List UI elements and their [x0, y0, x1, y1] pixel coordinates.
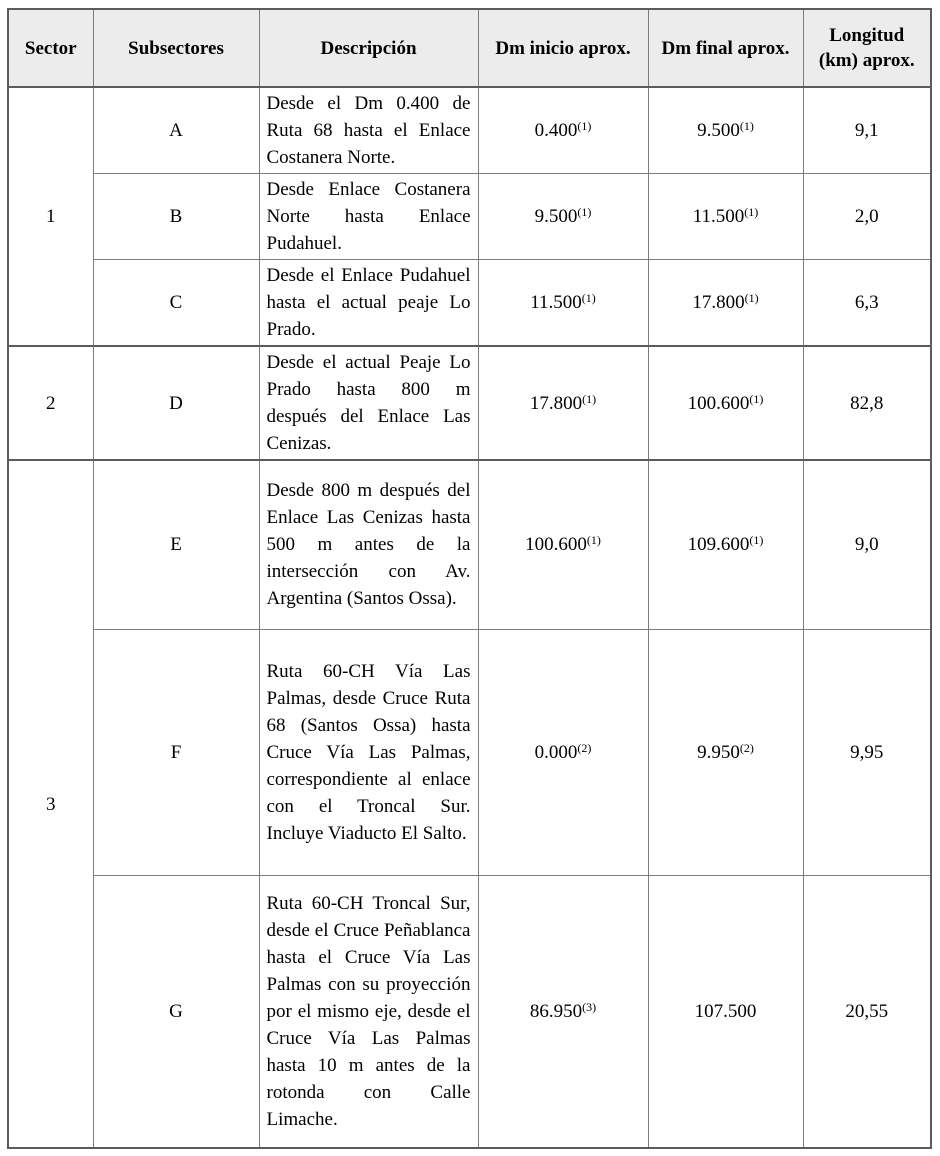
table-row: [8, 346, 931, 460]
sector-cell: 2: [8, 346, 93, 460]
dm-value: 109.600: [687, 534, 750, 556]
dm-value: 100.600: [525, 534, 587, 556]
dm-final-cell: [648, 875, 803, 1148]
dm-inicio-cell: [478, 629, 648, 875]
dm-final-cell: [648, 260, 803, 347]
subsector-cell: B: [93, 174, 259, 260]
sector-cell: 3: [8, 460, 93, 1148]
dm-value: 9.950: [697, 741, 740, 763]
dm-inicio-cell: [478, 260, 648, 347]
table-row: [8, 87, 931, 174]
dm-value: 9.500: [697, 120, 740, 141]
dm-value: 17.800: [529, 392, 583, 414]
dm-inicio-cell: [478, 460, 648, 629]
dm-inicio-cell: [478, 875, 648, 1148]
header-row: [8, 9, 931, 87]
footnote-ref: (1): [744, 205, 759, 219]
table-row: [8, 629, 931, 875]
dm-final-cell: [648, 346, 803, 460]
dm-value: 9.500: [534, 206, 578, 227]
dm-inicio-cell: [478, 346, 648, 460]
table-row: [8, 875, 931, 1148]
dm-value: 11.500: [692, 206, 745, 227]
sectors-table: [7, 8, 932, 1149]
subsector-cell: E: [93, 460, 259, 629]
footnote-ref: (1): [581, 291, 596, 305]
dm-inicio-cell: [478, 87, 648, 174]
dm-final-cell: [648, 87, 803, 174]
subsector-cell: C: [93, 260, 259, 347]
footnote-ref: (1): [577, 119, 592, 133]
description-cell: Ruta 60-CH Troncal Sur, desde el Cruce Peñablanca hasta el Cruce Vía Las Palmas con su proyección por el mismo eje, desde el Cruce Vía Las Palmas hasta 10 m antes de la rotonda con Calle Limache.: [259, 875, 478, 1148]
description-cell: Desde el Dm 0.400 de Ruta 68 hasta el Enlace Costanera Norte.: [259, 87, 478, 174]
dm-final-cell: [648, 629, 803, 875]
longitud-cell: 9,1: [803, 87, 931, 174]
description-cell: Desde Enlace Costanera Norte hasta Enlace Pudahuel.: [259, 174, 478, 260]
footnote-ref: (1): [749, 533, 764, 548]
table-row: [8, 174, 931, 260]
description-cell: Desde el actual Peaje Lo Prado hasta 800 m después del Enlace Las Cenizas.: [259, 346, 478, 460]
footnote-ref: (1): [577, 205, 592, 219]
footnote-ref: (1): [749, 391, 764, 406]
longitud-cell: 2,0: [803, 174, 931, 260]
footnote-ref: (1): [744, 291, 759, 305]
longitud-cell: 82,8: [803, 346, 931, 460]
dm-value: 0.000: [534, 741, 578, 763]
dm-value: 86.950: [529, 1000, 583, 1022]
footnote-ref: (2): [739, 740, 754, 755]
footnote-ref: (1): [582, 391, 597, 406]
footnote-ref: (1): [586, 533, 601, 548]
dm-final-cell: [648, 460, 803, 629]
footnote-ref: (3): [582, 999, 597, 1014]
dm-value: 17.800: [692, 292, 745, 313]
footnote-ref: (1): [739, 119, 754, 133]
table-header: [8, 9, 931, 87]
longitud-cell: 20,55: [803, 875, 931, 1148]
footnote-ref: (2): [577, 740, 592, 755]
column-header-dm-final: Dm final aprox.: [648, 9, 803, 87]
column-header-subsectores: Subsectores: [93, 9, 259, 87]
description-cell: Desde 800 m después del Enlace Las Cenizas hasta 500 m antes de la intersección con Av. Argentina (Santos Ossa).: [259, 460, 478, 629]
column-header-longitud: Longitud (km) aprox.: [803, 9, 931, 87]
column-header-dm-inicio: Dm inicio aprox.: [478, 9, 648, 87]
dm-value: 107.500: [694, 1000, 757, 1022]
table-row: [8, 460, 931, 629]
dm-final-cell: [648, 174, 803, 260]
longitud-cell: 9,0: [803, 460, 931, 629]
subsector-cell: D: [93, 346, 259, 460]
sector-cell: 1: [8, 87, 93, 346]
column-header-sector: Sector: [8, 9, 93, 87]
dm-value: 100.600: [687, 392, 750, 414]
dm-value: 11.500: [530, 292, 582, 313]
longitud-cell: 9,95: [803, 629, 931, 875]
column-header-descripcion: Descripción: [259, 9, 478, 87]
table-row: [8, 260, 931, 347]
description-cell: Ruta 60-CH Vía Las Palmas, desde Cruce Ruta 68 (Santos Ossa) hasta Cruce Vía Las Palmas, correspondiente al enlace con el Troncal Sur. Incluye Viaducto El Salto.: [259, 629, 478, 875]
subsector-cell: G: [93, 875, 259, 1148]
subsector-cell: F: [93, 629, 259, 875]
description-cell: Desde el Enlace Pudahuel hasta el actual peaje Lo Prado.: [259, 260, 478, 347]
dm-inicio-cell: [478, 174, 648, 260]
subsector-cell: A: [93, 87, 259, 174]
dm-value: 0.400: [534, 120, 578, 141]
longitud-cell: 6,3: [803, 260, 931, 347]
table-body: [8, 87, 931, 1148]
